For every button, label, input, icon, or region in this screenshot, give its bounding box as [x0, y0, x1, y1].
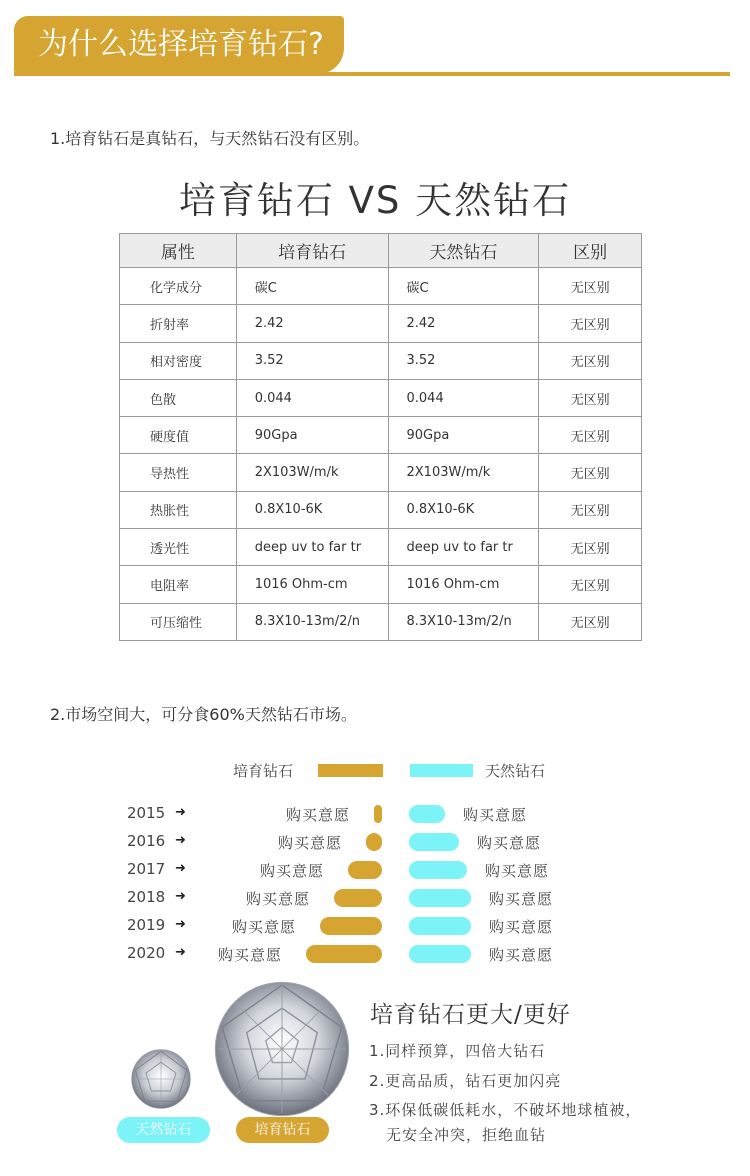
table-cell: 1016 Ohm-cm [388, 566, 539, 603]
lab-bar [320, 917, 382, 935]
lab-bar [334, 889, 382, 907]
table-cell: 无区别 [539, 305, 642, 342]
bigger-better-title: 培育钻石更大/更好 [370, 1002, 571, 1028]
natural-bar [409, 805, 445, 823]
table-cell: 2.42 [388, 305, 539, 342]
table-cell: deep uv to far tr [388, 529, 539, 566]
table-row [120, 454, 642, 491]
point-one-text: 1.培育钻石是真钻石，与天然钻石没有区别。 [50, 129, 370, 148]
lab-bar-label: 购买意愿 [260, 862, 325, 880]
arrow-right-icon: ➜ [175, 945, 186, 960]
natural-bar-label: 购买意愿 [463, 806, 528, 824]
table-cell: 可压缩性 [120, 603, 237, 640]
reason-item: 3.环保低碳低耗水，不破坏地球植被， [369, 1101, 642, 1119]
column-header: 培育钻石 [236, 234, 388, 268]
table-cell: 硬度值 [120, 417, 237, 454]
natural-bar [409, 945, 471, 963]
table-row [120, 305, 642, 342]
table-cell: 无区别 [539, 268, 642, 305]
table-cell: 热胀性 [120, 491, 237, 528]
table-row [120, 342, 642, 379]
lab-diamond-tag: 培育钻石 [236, 1117, 329, 1143]
lab-bar [348, 861, 382, 879]
column-header: 区别 [539, 234, 642, 268]
natural-bar [409, 833, 459, 851]
arrow-right-icon: ➜ [175, 833, 186, 848]
table-cell: 0.8X10-6K [388, 491, 539, 528]
comparison-table [119, 233, 642, 641]
diamond-icon [214, 981, 350, 1117]
natural-bar-label: 购买意愿 [485, 862, 550, 880]
table-cell: 无区别 [539, 603, 642, 640]
table-cell: 化学成分 [120, 268, 237, 305]
lab-bar [374, 805, 382, 823]
header-divider [14, 72, 730, 76]
lab-bar-label: 购买意愿 [278, 834, 343, 852]
table-cell: 0.044 [388, 379, 539, 416]
table-cell: 2X103W/m/k [236, 454, 388, 491]
year-label: 2016 [127, 832, 166, 850]
lab-bar-label: 购买意愿 [286, 806, 351, 824]
table-cell: 3.52 [388, 342, 539, 379]
table-cell: 折射率 [120, 305, 237, 342]
table-row [120, 603, 642, 640]
section-title: 为什么选择培育钻石? [38, 27, 324, 62]
legend-natural-label: 天然钻石 [485, 762, 546, 780]
table-cell: 无区别 [539, 379, 642, 416]
table-cell: 3.52 [236, 342, 388, 379]
year-label: 2019 [127, 916, 166, 934]
table-cell: 2X103W/m/k [388, 454, 539, 491]
table-cell: 色散 [120, 379, 237, 416]
lab-bar-label: 购买意愿 [218, 946, 283, 964]
table-header-row [120, 234, 642, 268]
lab-bar-label: 购买意愿 [232, 918, 297, 936]
year-label: 2018 [127, 888, 166, 906]
arrow-right-icon: ➜ [175, 889, 186, 904]
table-cell: 90Gpa [236, 417, 388, 454]
natural-diamond-tag: 天然钻石 [117, 1117, 210, 1143]
table-cell: 无区别 [539, 342, 642, 379]
reason-item: 1.同样预算，四倍大钻石 [369, 1042, 546, 1060]
natural-bar-label: 购买意愿 [489, 890, 554, 908]
year-label: 2020 [127, 944, 166, 962]
table-cell: 0.8X10-6K [236, 491, 388, 528]
table-row [120, 379, 642, 416]
lab-bar [306, 945, 382, 963]
table-cell: 碳C [388, 268, 539, 305]
arrow-right-icon: ➜ [175, 861, 186, 876]
table-row [120, 491, 642, 528]
year-label: 2015 [127, 804, 166, 822]
point-two-text: 2.市场空间大，可分食60%天然钻石市场。 [50, 705, 357, 724]
table-cell: 0.044 [236, 379, 388, 416]
table-cell: 1016 Ohm-cm [236, 566, 388, 603]
natural-bar [409, 889, 471, 907]
table-row [120, 566, 642, 603]
arrow-right-icon: ➜ [175, 805, 186, 820]
natural-bar-label: 购买意愿 [489, 946, 554, 964]
table-cell: 电阻率 [120, 566, 237, 603]
natural-bar [409, 917, 471, 935]
legend-natural-swatch [410, 764, 473, 777]
arrow-right-icon: ➜ [175, 917, 186, 932]
lab-bar [366, 833, 382, 851]
table-cell: 无区别 [539, 417, 642, 454]
column-header: 属性 [120, 234, 237, 268]
column-header: 天然钻石 [388, 234, 539, 268]
legend-lab-swatch [318, 764, 383, 777]
legend-lab-label: 培育钻石 [233, 762, 294, 780]
table-cell: 透光性 [120, 529, 237, 566]
table-cell: 无区别 [539, 529, 642, 566]
table-cell: 无区别 [539, 491, 642, 528]
table-cell: 8.3X10-13m/2/n [388, 603, 539, 640]
reason-item: 无安全冲突，拒绝血钻 [386, 1126, 547, 1144]
table-row [120, 417, 642, 454]
table-cell: 无区别 [539, 566, 642, 603]
table-cell: deep uv to far tr [236, 529, 388, 566]
natural-bar [409, 861, 467, 879]
table-cell: 相对密度 [120, 342, 237, 379]
table-row [120, 529, 642, 566]
reason-item: 2.更高品质，钻石更加闪亮 [369, 1072, 562, 1090]
table-cell: 90Gpa [388, 417, 539, 454]
natural-bar-label: 购买意愿 [489, 918, 554, 936]
comparison-title: 培育钻石 VS 天然钻石 [178, 179, 572, 222]
table-cell: 8.3X10-13m/2/n [236, 603, 388, 640]
table-cell: 2.42 [236, 305, 388, 342]
natural-bar-label: 购买意愿 [477, 834, 542, 852]
year-label: 2017 [127, 860, 166, 878]
table-row [120, 268, 642, 305]
section-header [14, 16, 344, 74]
table-cell: 导热性 [120, 454, 237, 491]
table-cell: 碳C [236, 268, 388, 305]
lab-bar-label: 购买意愿 [246, 890, 311, 908]
diamond-icon [131, 1049, 191, 1109]
table-cell: 无区别 [539, 454, 642, 491]
